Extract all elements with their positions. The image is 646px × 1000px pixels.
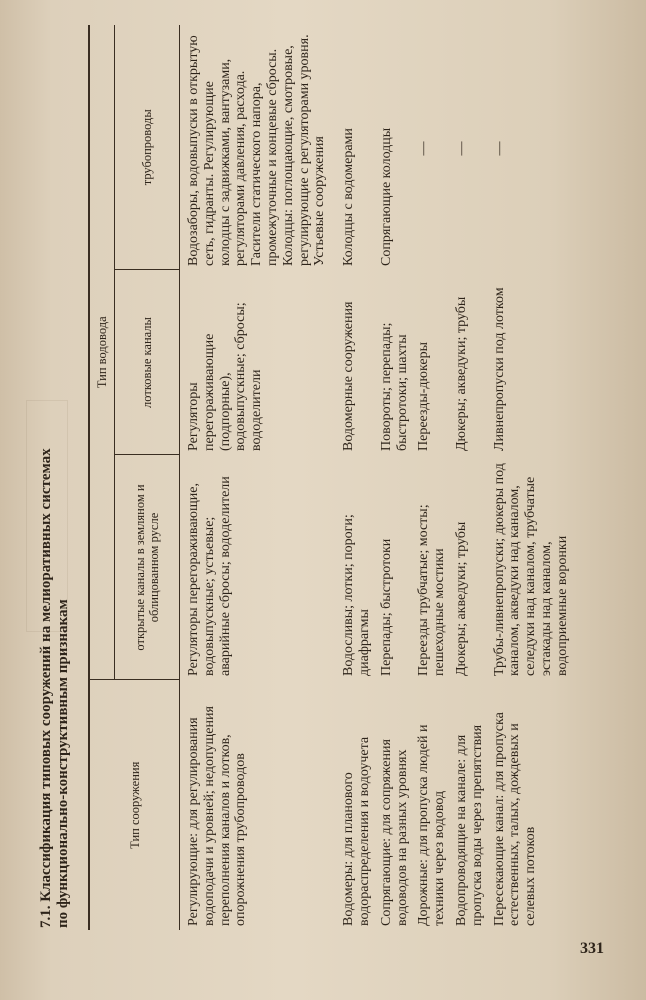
header-conduit-type: Тип водовода <box>89 25 115 680</box>
cell-pipelines: Колодцы с водомерами <box>341 128 357 266</box>
cell-structure-type: Пересекающие канал: для пропуска естественных, талых, дождевых и селевых потоков <box>491 712 539 926</box>
cell-tray-channels: Дюкеры; акведуки; трубы <box>453 296 469 451</box>
cell-structure-type: Водомеры: для планового водораспределения и водоучета <box>341 736 372 926</box>
caption-line-1: 7.1. Классификация типовых сооружений на мелиоративных системах <box>38 448 54 928</box>
cell-open-channels: Водосливы; лотки; пороги; диафрагмы <box>341 514 372 676</box>
table-row <box>413 25 451 930</box>
cell-open-channels: Перепады; быстротоки <box>378 538 394 676</box>
table-row <box>451 25 489 930</box>
cell-structure-type: Регулирующие: для регулирования водоподачи и уровней; недопущения переполнения каналов и лотков, опорожнения трубопроводов <box>186 706 249 926</box>
cell-open-channels: Трубы-ливнепропуски; дюкеры под каналом, акведуки над каналом, селедуки над каналом, трубчатые эстакады над каналом, водоприемные воронки <box>491 463 570 676</box>
cell-structure-type: Водопроводящие на канале: для пропуска воды через препятствия <box>453 724 485 926</box>
cell-structure-type: Сопрягающие: для сопряжения водоводов на разных уровнях <box>378 739 410 926</box>
table-row <box>376 25 414 930</box>
classification-table <box>88 25 574 930</box>
table-row <box>331 25 376 930</box>
cell-open-channels: Переезды трубчатые; мосты; пешеходные мостики <box>416 504 448 676</box>
cell-pipelines: — <box>453 141 469 156</box>
cell-tray-channels: Водомерные сооружения <box>341 301 357 451</box>
cell-tray-channels: Регуляторы перегораживающие (подпорные), водовыпускные; сбросы; вододелители <box>186 302 265 451</box>
cell-pipelines: — <box>416 141 432 156</box>
cell-tray-channels: Переезды-дюкеры <box>416 341 432 451</box>
cell-pipelines: Водозаборы, водовыпуски в открытую сеть, гидранты. Регулирующие колодцы с задвижками, вантузами, регуляторами давления, расхода. Гасители статического напора, промежуточные и концевые сбросы. Колодцы: поглощающие, смотровые, регулирующие с регуляторами уровня. Устьевые сооружения <box>186 34 328 266</box>
cell-open-channels: Дюкеры; акведуки; трубы <box>453 521 469 676</box>
cell-open-channels: Регуляторы перегораживающие, водовыпускные; устьевые; аварийные сбросы; вододелители <box>186 476 233 676</box>
cell-pipelines: — <box>491 141 507 156</box>
caption-line-2: по функционально-конструктивным признакам <box>55 599 71 928</box>
table-row <box>489 25 574 930</box>
header-pipelines: трубопроводы <box>115 25 180 270</box>
header-structure-type: Тип сооружения <box>89 680 180 930</box>
header-tray-channels: лотковые каналы <box>115 270 180 455</box>
page-number: 331 <box>580 940 604 957</box>
table-caption <box>38 68 72 928</box>
cell-structure-type: Дорожные: для пропуска людей и техники через водовод <box>416 724 448 926</box>
cell-tray-channels: Ливнепропуски под лотком <box>491 287 507 451</box>
header-open-channels: открытые каналы в земляном и облицованном русле <box>115 455 180 680</box>
cell-pipelines: Сопрягающие колодцы <box>378 127 394 266</box>
table-row <box>180 25 332 930</box>
cell-tray-channels: Повороты; перепады; быстротоки; шахты <box>378 322 410 451</box>
